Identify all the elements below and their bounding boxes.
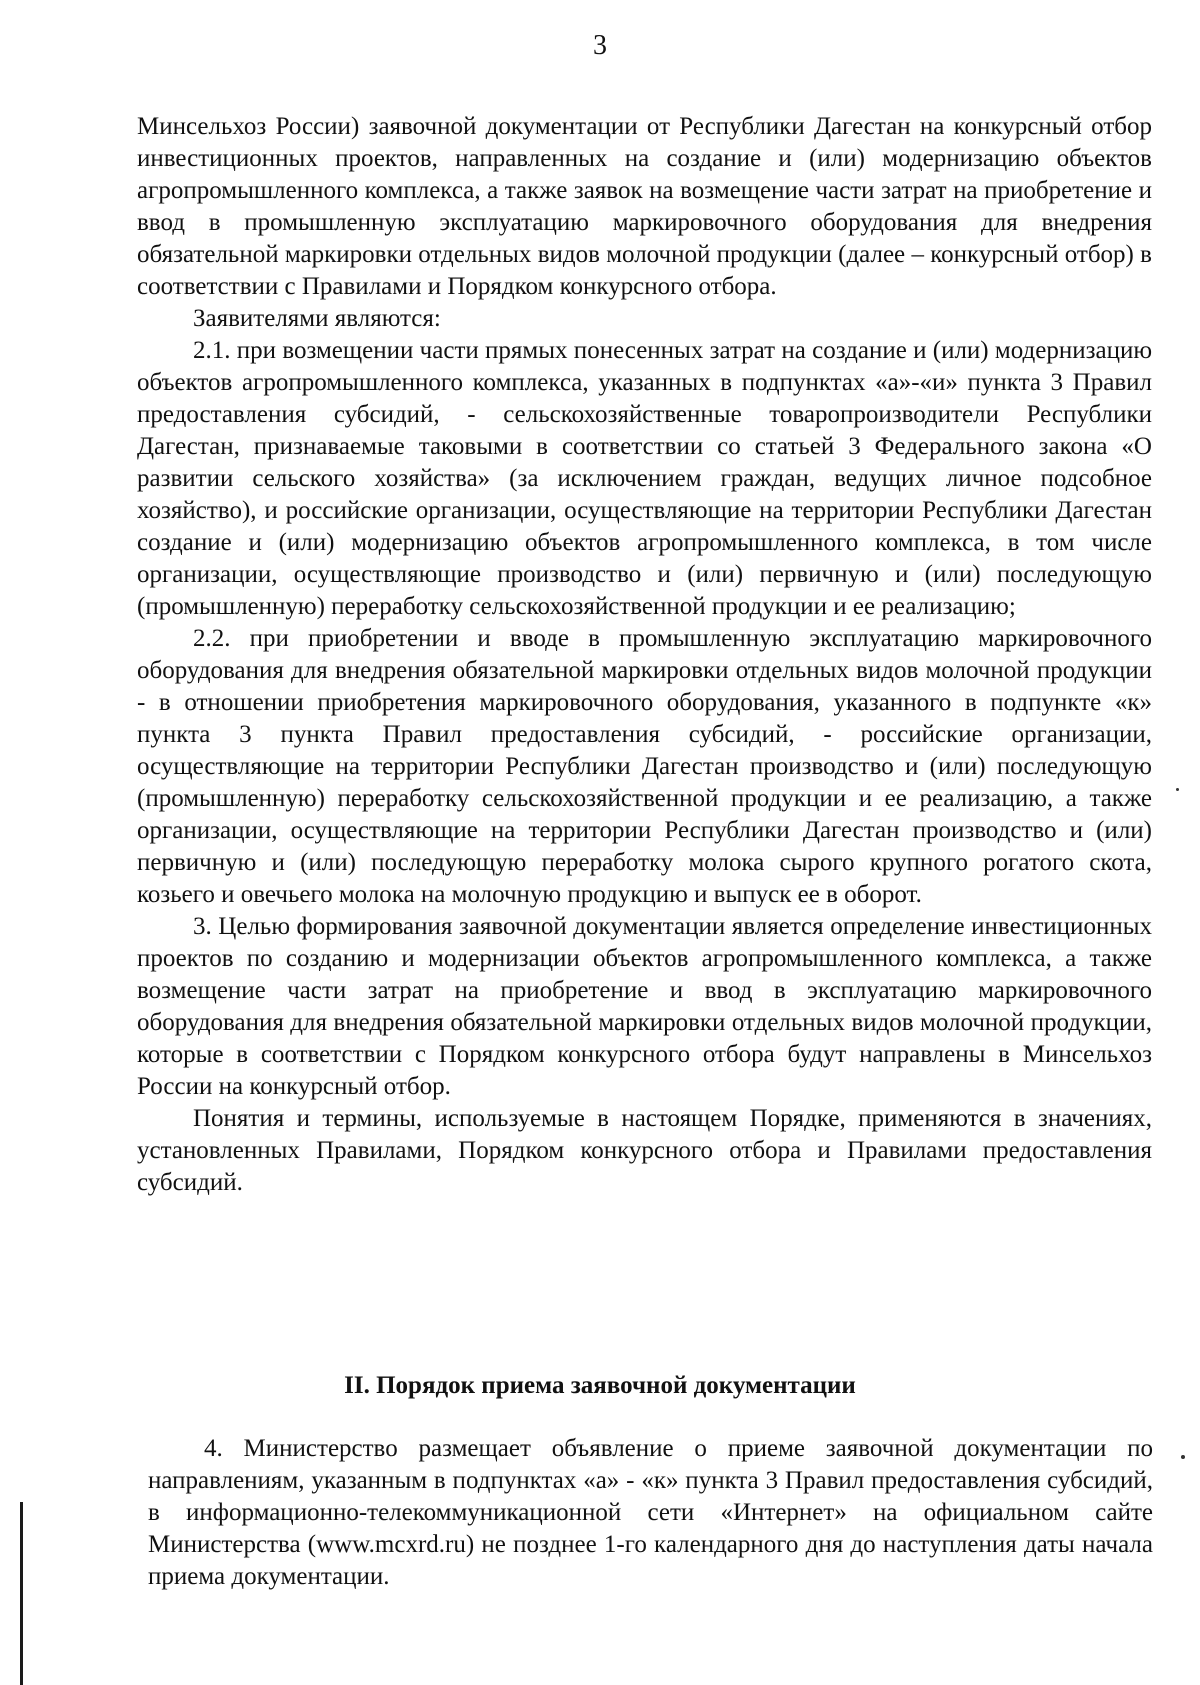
paragraph-continuation: Минсельхоз России) заявочной документации от Республики Дагестан на конкурсный отбор инвестиционных проектов, направленных на создание и (или) модернизацию объектов агропромышленного комплекса, а также заявок на возмещение части затрат на приобретение и ввод в промышленную эксплуатацию маркировочного оборудования для внедрения обязательной маркировки отдельных видов молочной продукции (далее – конкурсный отбор) в соответствии с Правилами и Порядком конкурсного отбора.: [137, 113, 1152, 300]
scan-margin-line: [20, 1502, 23, 1685]
paragraph-item-2-1: 2.1. при возмещении части прямых понесенных затрат на создание и (или) модернизацию объектов агропромышленного комплекса, указанных в подпунктах «а»-«и» пункта 3 Правил предоставления субсидий, - сельскохозяйственные товаропроизводители Республики Дагестан, признаваемые таковыми в соответствии со статьей 3 Федерального закона «О развитии сельского хозяйства» (за исключением граждан, ведущих личное подсобное хозяйство), и российские организации, осуществляющие на территории Республики Дагестан создание и (или) модернизацию объектов агропромышленного комплекса, в том числе организации, осуществляющие производство и (или) первичную и (или) последующую (промышленную) переработку сельскохозяйственной продукции и ее реализацию;: [137, 337, 1152, 620]
document-body: [137, 111, 1152, 1199]
paragraph-item-3: 3. Целью формирования заявочной документации является определение инвестиционных проектов по созданию и модернизации объектов агропромышленного комплекса, а также возмещение части затрат на приобретение и ввод в эксплуатацию маркировочного оборудования для внедрения обязательной маркировки отдельных видов молочной продукции, которые в соответствии с Порядком конкурсного отбора будут направлены в Минсельхоз России на конкурсный отбор.: [137, 913, 1152, 1100]
paragraph-item-2-2: 2.2. при приобретении и вводе в промышленную эксплуатацию маркировочного оборудования для внедрения обязательной маркировки отдельных видов молочной продукции - в отношении приобретения маркировочного оборудования, указанного в подпункте «к» пункта 3 пункта Правил предоставления субсидий, - российские организации, осуществляющие на территории Республики Дагестан производство и (или) последующую (промышленную) переработку сельскохозяйственной продукции и ее реализацию, а также организации, осуществляющие на территории Республики Дагестан производство и (или) первичную и (или) последующую переработку молока сырого крупного рогатого скота, козьего и овечьего молока на молочную продукцию и выпуск ее в оборот.: [137, 625, 1152, 908]
paragraph-terms: Понятия и термины, используемые в настоящем Порядке, применяются в значениях, установленных Правилами, Порядком конкурсного отбора и Правилами предоставления субсидий.: [137, 1105, 1152, 1196]
scan-speck: [1181, 1455, 1185, 1459]
page-number: 3: [593, 30, 607, 61]
paragraph-applicants-intro: Заявителями являются:: [193, 305, 441, 332]
scan-speck: [1176, 788, 1179, 791]
section-heading: II. Порядок приема заявочной документации: [344, 1372, 856, 1399]
section-body: [148, 1433, 1153, 1593]
paragraph-item-4: 4. Министерство размещает объявление о приеме заявочной документации по направлениям, указанным в подпунктах «а» - «к» пункта 3 Правил предоставления субсидий, в информационно-телекоммуникационной сети «Интернет» на официальном сайте Министерства (www.mcxrd.ru) не позднее 1-го календарного дня до наступления даты начала приема документации.: [148, 1435, 1153, 1590]
